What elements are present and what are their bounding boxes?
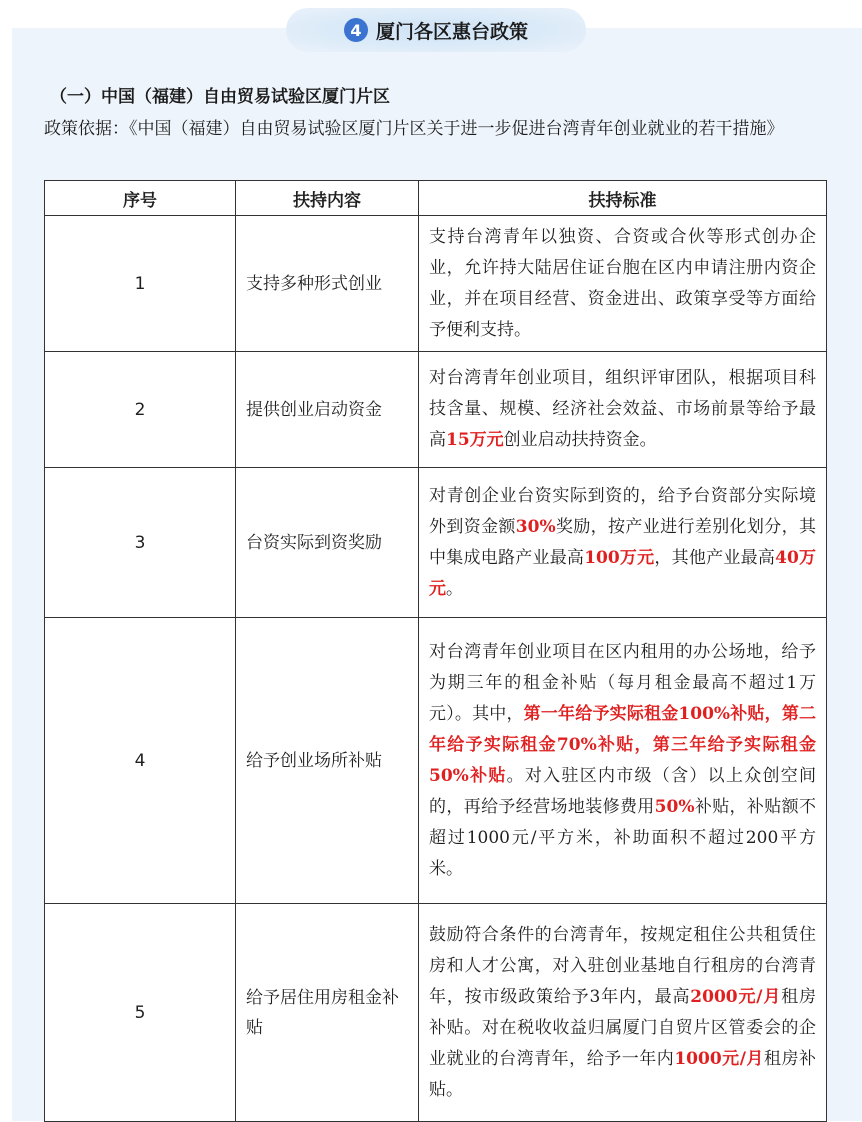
standard-text: 创业启动扶持资金。 [503,430,657,450]
highlight-text: 30% [515,516,556,537]
section-number-badge: 4 [344,18,368,42]
header-no: 序号 [45,181,236,216]
standard-text: ，其他产业最高 [654,547,776,568]
section-header-title: 厦门各区惠台政策 [375,20,528,43]
row-content: 给予创业场所补贴 [236,618,419,904]
row-content: 支持多种形式创业 [236,216,419,352]
standard-text: 。 [446,578,463,599]
highlight-text: 第一年给予实际租金100%补贴，第二年给予实际租金70%补贴，第三年给予实际租金50%补贴 [429,703,817,786]
policy-table [44,180,827,1122]
row-content: 提供创业启动资金 [236,352,419,468]
highlight-text: 40万元 [429,547,817,599]
standard-text: 对台湾青年创业项目在区内租用的办公场地，给予为期三年的租金补贴（每月租金最高不超过1万元）。其中， [429,641,816,724]
table-row [45,468,827,618]
table-row [45,904,827,1122]
highlight-text: 2000元/月 [690,986,782,1007]
header-standard: 扶持标准 [419,181,827,216]
row-standard [419,352,827,468]
row-content: 台资实际到资奖励 [236,468,419,618]
standard-text: 租房补贴。 [429,1048,816,1100]
row-standard [419,618,827,904]
row-standard [419,468,827,618]
row-content: 给予居住用房租金补贴 [236,904,419,1122]
row-no: 5 [45,904,236,1122]
row-no: 3 [45,468,236,618]
row-standard [419,216,827,352]
standard-text: 租房补贴。对在税收收益归属厦门自贸片区管委会的企业就业的台湾青年，给予一年内 [429,986,816,1069]
standard-text: 支持台湾青年以独资、合资或合伙等形式创办企业，允许持大陆居住证台胞在区内申请注册内资企业，并在项目经营、资金进出、政策享受等方面给予便利支持。 [429,226,816,340]
row-no: 1 [45,216,236,352]
highlight-text: 15万元 [446,430,504,450]
policy-basis: 政策依据：《中国（福建）自由贸易试验区厦门片区关于进一步促进台湾青年创业就业的若干措施》 [44,119,784,139]
section-header-banner [286,8,586,52]
highlight-text: 50% [654,796,695,817]
subsection-title: （一）中国（福建）自由贸易试验区厦门片区 [50,87,390,107]
row-standard [419,904,827,1122]
table-row [45,216,827,352]
table-row [45,618,827,904]
standard-text: 鼓励符合条件的台湾青年，按规定租住公共租赁住房和人才公寓，对入驻创业基地自行租房的台湾青年，按市级政策给予3年内，最高 [429,924,816,1007]
row-no: 4 [45,618,236,904]
table-row [45,352,827,468]
table-header-row [45,181,827,216]
standard-text: 对台湾青年创业项目，组织评审团队，根据项目科技含量、规模、经济社会效益、市场前景等给予最高 [429,368,816,450]
standard-text: 对青创企业台资实际到资的，给予台资部分实际境外到资金额 [429,485,816,537]
row-no: 2 [45,352,236,468]
highlight-text: 1000元/月 [674,1048,764,1069]
standard-text: 。对入驻区内市级（含）以上众创空间的，再给予经营场地装修费用 [429,765,817,817]
standard-text: 奖励，按产业进行差别化划分，其中集成电路产业最高 [429,516,816,568]
highlight-text: 100万元 [584,547,655,568]
standard-text: 补贴，补贴额不超过1000元/平方米，补助面积不超过200平方米。 [429,796,816,879]
header-content: 扶持内容 [236,181,419,216]
